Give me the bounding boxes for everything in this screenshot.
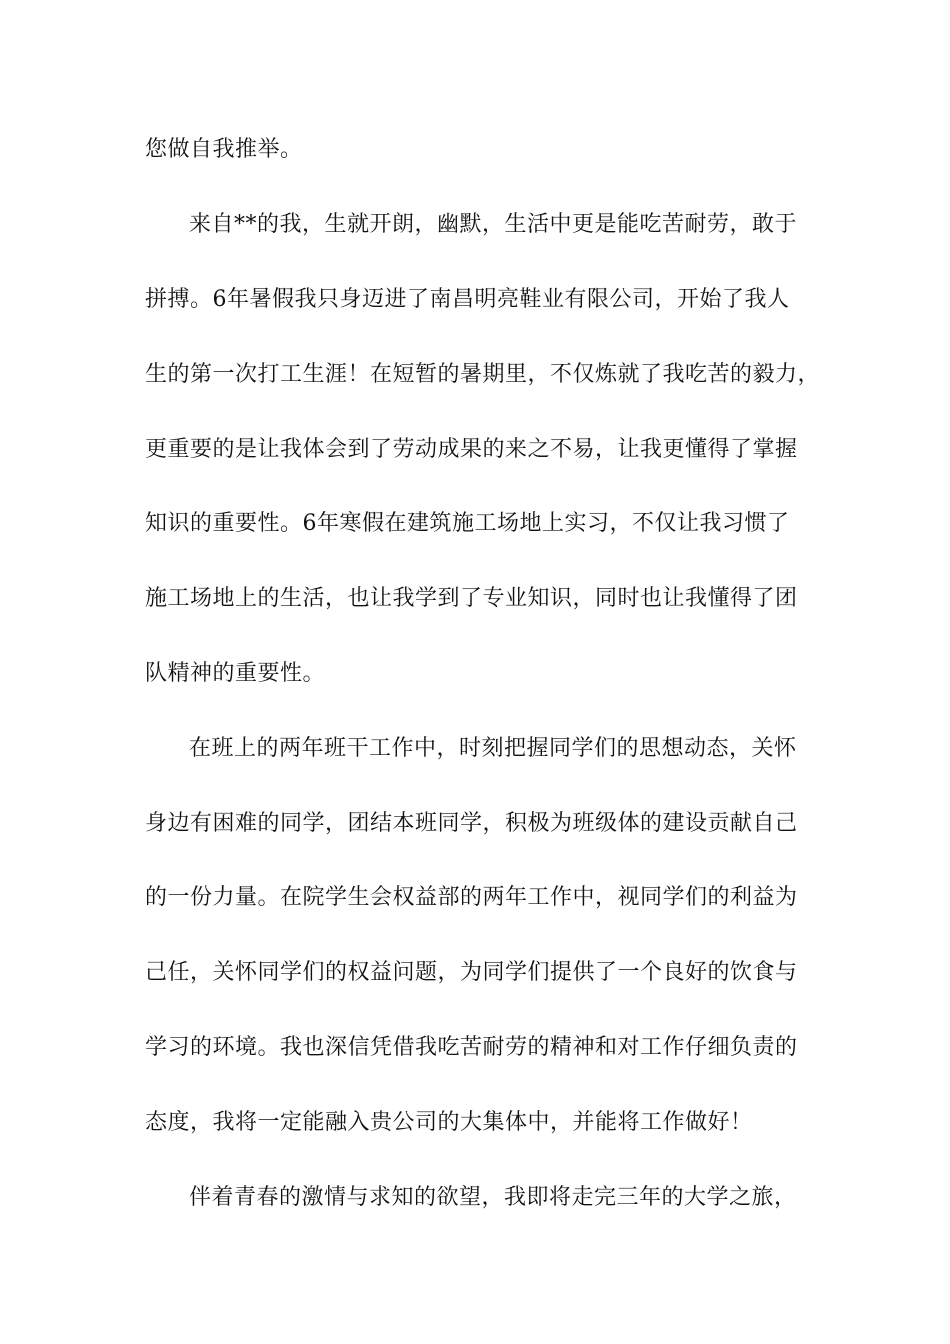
text-line: 您做自我推举。 — [145, 137, 303, 162]
text-line: 知识的重要性。6年寒假在建筑施工场地上实习，不仅让我习惯了 — [145, 511, 790, 536]
paragraph-start-line: 来自**的我，生就开朗，幽默，生活中更是能吃苦耐劳，敢于 — [189, 212, 798, 237]
text-line: 学习的环境。我也深信凭借我吃苦耐劳的精神和对工作仔细负责的 — [145, 1035, 798, 1060]
text-line: 更重要的是让我体会到了劳动成果的来之不易，让我更懂得了掌握 — [145, 437, 798, 462]
text-line: 施工场地上的生活，也让我学到了专业知识，同时也让我懂得了团 — [145, 586, 798, 611]
text-line: 的一份力量。在院学生会权益部的两年工作中，视同学们的利益为 — [145, 885, 798, 910]
paragraph-start-line: 伴着青春的激情与求知的欲望，我即将走完三年的大学之旅， — [189, 1185, 797, 1210]
text-line: 己任，关怀同学们的权益问题，为同学们提供了一个良好的饮食与 — [145, 960, 798, 985]
text-line: 拼搏。6年暑假我只身迈进了南昌明亮鞋业有限公司，开始了我人 — [145, 287, 790, 312]
text-line: 态度，我将一定能融入贵公司的大集体中，并能将工作做好！ — [145, 1110, 753, 1135]
paragraph-start-line: 在班上的两年班干工作中，时刻把握同学们的思想动态，关怀 — [189, 736, 797, 761]
text-line: 身边有困难的同学，团结本班同学，积极为班级体的建设贡献自己 — [145, 811, 798, 836]
text-line: 生的第一次打工生涯！在短暂的暑期里，不仅炼就了我吃苦的毅力， — [145, 362, 821, 387]
text-line: 队精神的重要性。 — [145, 661, 326, 686]
